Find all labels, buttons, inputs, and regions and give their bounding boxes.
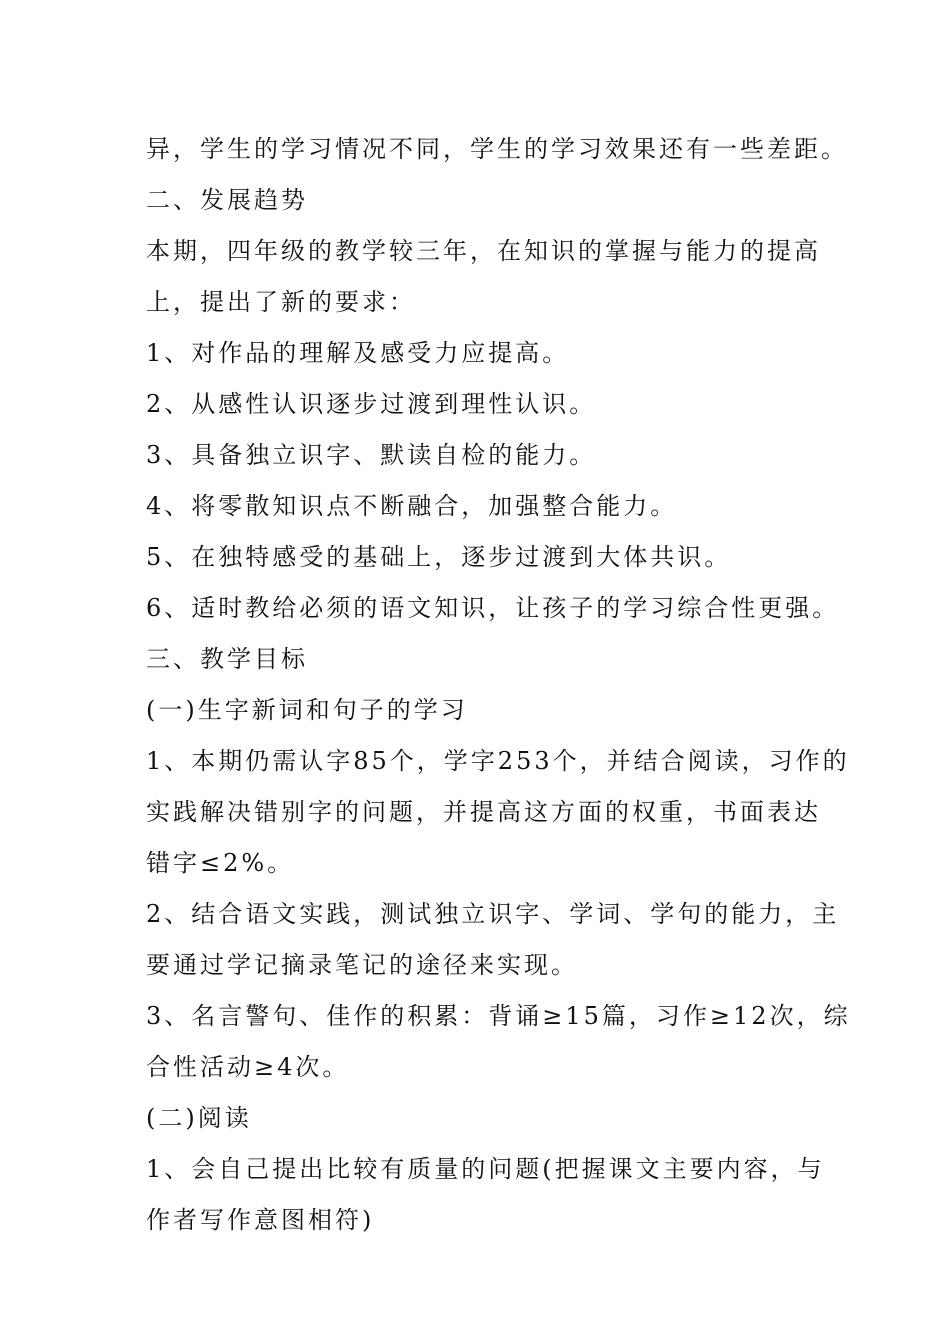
text-line: 合性活动≥4次。 <box>146 1053 350 1081</box>
text-line: 上，提出了新的要求： <box>146 288 416 316</box>
section-heading: 三、教学目标 <box>146 645 308 673</box>
list-item: 1、会自己提出比较有质量的问题(把握课文主要内容，与 <box>146 1155 825 1183</box>
list-item: 6、适时教给必须的语文知识，让孩子的学习综合性更强。 <box>146 594 840 622</box>
subsection-heading: (二)阅读 <box>146 1104 252 1132</box>
text-line: 错字≤2%。 <box>146 849 295 877</box>
text-line: 要通过学记摘录笔记的途径来实现。 <box>146 951 578 979</box>
text-line: 实践解决错别字的问题，并提高这方面的权重，书面表达 <box>146 798 821 826</box>
list-item: 1、本期仍需认字85个，学字253个，并结合阅读，习作的 <box>146 747 850 775</box>
list-item: 3、具备独立识字、默读自检的能力。 <box>146 441 597 469</box>
section-heading: 二、发展趋势 <box>146 186 308 214</box>
text-line: 本期，四年级的教学较三年，在知识的掌握与能力的提高 <box>146 237 821 265</box>
text-line: 异，学生的学习情况不同，学生的学习效果还有一些差距。 <box>146 135 848 163</box>
list-item: 2、结合语文实践，测试独立识字、学词、学句的能力，主 <box>146 900 840 928</box>
document-body <box>146 124 851 1246</box>
list-item: 1、对作品的理解及感受力应提高。 <box>146 339 570 367</box>
list-item: 3、名言警句、佳作的积累：背诵≥15篇，习作≥12次，综 <box>146 1002 851 1030</box>
list-item: 2、从感性认识逐步过渡到理性认识。 <box>146 390 597 418</box>
text-line: 作者写作意图相符) <box>146 1206 375 1234</box>
list-item: 5、在独特感受的基础上，逐步过渡到大体共识。 <box>146 543 732 571</box>
subsection-heading: (一)生字新词和句子的学习 <box>146 696 468 724</box>
list-item: 4、将零散知识点不断融合，加强整合能力。 <box>146 492 678 520</box>
